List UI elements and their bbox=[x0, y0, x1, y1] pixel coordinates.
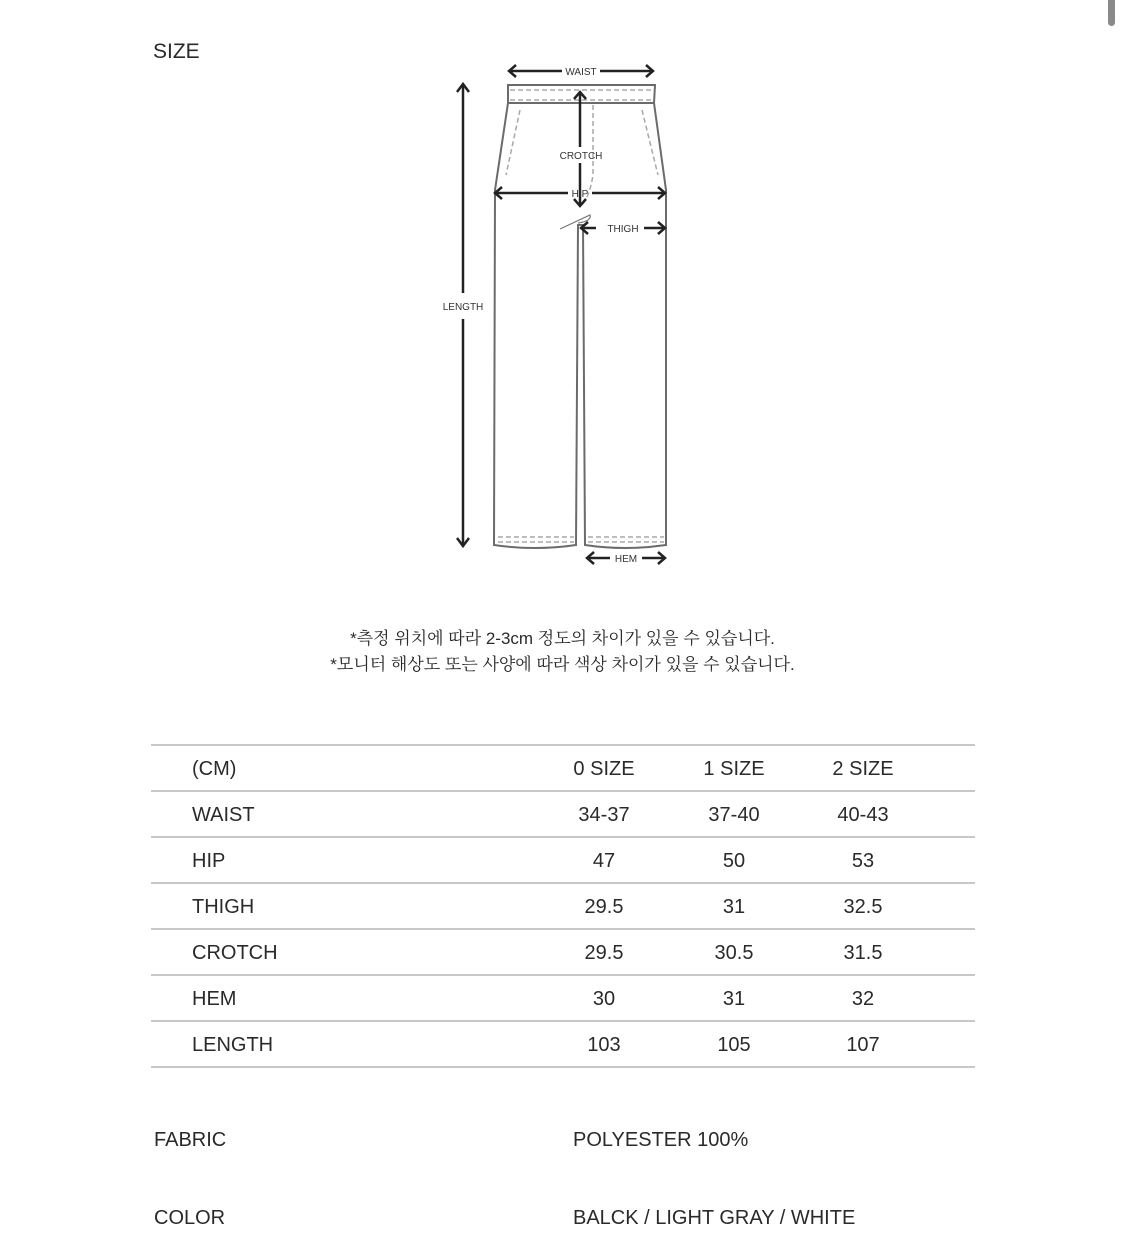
header-size-1: 1 SIZE bbox=[703, 758, 765, 780]
cell-value: 29.5 bbox=[584, 896, 624, 918]
waist-label: WAIST bbox=[565, 67, 597, 78]
row-label: HEM bbox=[192, 988, 237, 1010]
cell-value: 31 bbox=[722, 896, 746, 918]
cell-value: 53 bbox=[851, 850, 875, 872]
color-value: BALCK / LIGHT GRAY / WHITE bbox=[573, 1207, 856, 1229]
note-color: *모니터 해상도 또는 사양에 따라 색상 차이가 있을 수 있습니다. bbox=[330, 655, 795, 674]
cell-value: 37-40 bbox=[708, 804, 760, 826]
header-size-2: 2 SIZE bbox=[832, 758, 894, 780]
pants-measurement-diagram bbox=[420, 55, 700, 575]
fabric-label: FABRIC bbox=[154, 1129, 227, 1151]
pants-outline-icon bbox=[420, 55, 700, 575]
cell-value: 30 bbox=[592, 988, 616, 1010]
table-row bbox=[151, 790, 975, 836]
row-label: CROTCH bbox=[192, 942, 278, 964]
cell-value: 40-43 bbox=[837, 804, 889, 826]
thigh-label: THIGH bbox=[607, 224, 639, 235]
cell-value: 29.5 bbox=[584, 942, 624, 964]
measurement-notes bbox=[0, 626, 1125, 678]
table-row bbox=[151, 882, 975, 928]
table-row bbox=[151, 928, 975, 974]
header-size-0: 0 SIZE bbox=[573, 758, 635, 780]
scrollbar[interactable] bbox=[1108, 0, 1115, 26]
cell-value: 31.5 bbox=[843, 942, 883, 964]
hip-label: HIP bbox=[571, 189, 589, 200]
cell-value: 107 bbox=[846, 1034, 880, 1056]
table-header-row bbox=[151, 744, 975, 790]
cell-value: 47 bbox=[592, 850, 616, 872]
hem-label: HEM bbox=[614, 554, 638, 565]
cell-value: 50 bbox=[722, 850, 746, 872]
row-label: WAIST bbox=[192, 804, 255, 826]
cell-value: 31 bbox=[722, 988, 746, 1010]
cell-value: 32.5 bbox=[843, 896, 883, 918]
color-label: COLOR bbox=[154, 1207, 226, 1229]
size-table bbox=[151, 744, 975, 1068]
table-row bbox=[151, 1020, 975, 1068]
cell-value: 103 bbox=[587, 1034, 621, 1056]
cell-value: 30.5 bbox=[714, 942, 754, 964]
cell-value: 34-37 bbox=[578, 804, 630, 826]
row-label: LENGTH bbox=[192, 1034, 274, 1056]
fabric-value: POLYESTER 100% bbox=[573, 1129, 749, 1151]
crotch-label: CROTCH bbox=[559, 151, 603, 162]
cell-value: 105 bbox=[717, 1034, 751, 1056]
cell-value: 32 bbox=[851, 988, 875, 1010]
section-title: SIZE bbox=[153, 40, 200, 63]
row-label: THIGH bbox=[192, 896, 255, 918]
table-row bbox=[151, 836, 975, 882]
table-row bbox=[151, 974, 975, 1020]
note-measurement: *측정 위치에 따라 2-3cm 정도의 차이가 있을 수 있습니다. bbox=[350, 629, 775, 648]
length-label: LENGTH bbox=[442, 302, 484, 313]
row-label: HIP bbox=[192, 850, 226, 872]
header-unit: (CM) bbox=[192, 758, 237, 780]
